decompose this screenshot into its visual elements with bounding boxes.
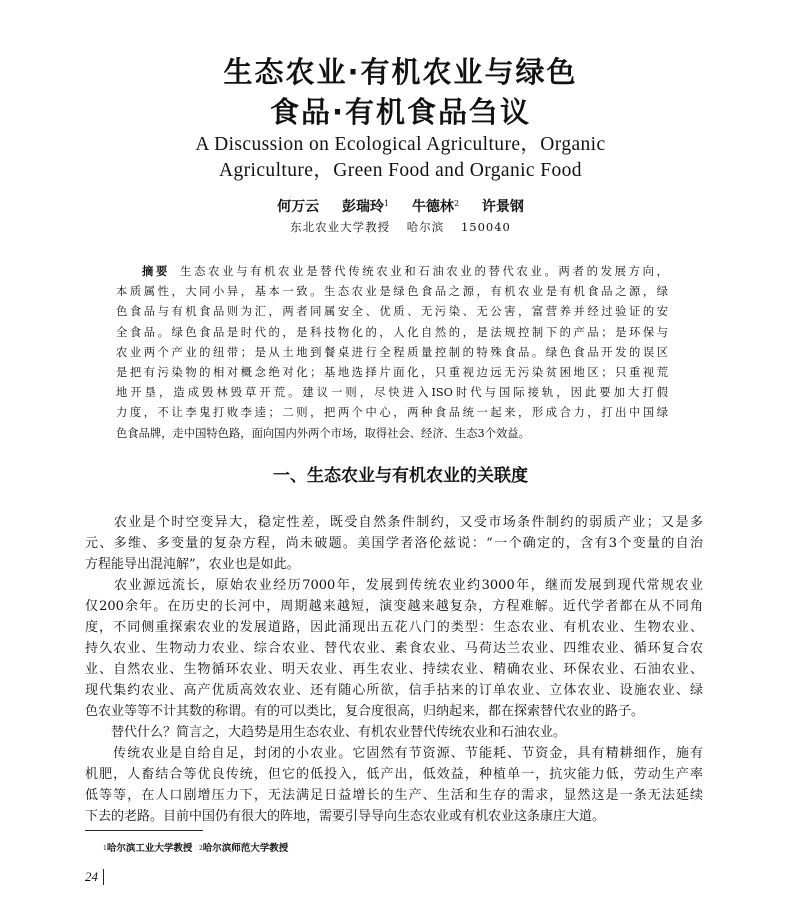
- author-footnote-mark: 2: [453, 199, 460, 208]
- abstract-line: 力度，不让李鬼打败李逵；二则，把两个中心，两种食品统一起来，形成合力，打出中国绿: [116, 406, 668, 420]
- chinese-title-line-1: 生态农业·有机农业与绿色: [223, 55, 578, 89]
- section-heading: 一、生态农业与有机农业的关联度: [273, 466, 528, 486]
- author-footnote-mark: 1: [383, 199, 390, 208]
- author: [342, 199, 389, 215]
- body-line: 机肥，人畜结合等优良传统，但它的低投入，低产出，低效益，种植单一，抗灾能力低，劳动生产率: [85, 767, 703, 782]
- abstract-line: 地开垦，造成毁林毁草开荒。建议一则，尽快进入ISO时代与国际接轨，因此要加大打假: [116, 386, 668, 400]
- body-line: 替代什么？简言之，大趋势是用生态农业、有机农业替代传统农业和石油农业。: [85, 725, 567, 740]
- abstract-line: 色食品牌，走中国特色路，面向国内外两个市场，取得社会、经济、生态3个效益。: [116, 426, 530, 440]
- footnote-mark-1: 1: [103, 845, 107, 852]
- body-line: 农业源远流长，原始农业经历7000年，发展到传统农业约3000年，继而发展到现代常规农业: [85, 578, 703, 593]
- affiliation-city: 哈尔滨: [406, 220, 445, 234]
- abstract-line: [116, 262, 668, 282]
- abstract-line: 色食品与有机食品则为汇，两者同属安全、优质、无污染、无公害，富营养并经过验证的安: [116, 305, 668, 319]
- english-title-line-1: A Discussion on Ecological Agriculture，Organic: [195, 134, 606, 155]
- body-line: 度，不同侧重探索农业的发展道路，因此涌现出五花八门的类型：生态农业、有机农业、生物农业、: [85, 620, 703, 635]
- chinese-title-line-2: 食品·有机食品刍议: [269, 95, 532, 129]
- body-text: [85, 512, 703, 827]
- body-line: 元、多维、多变量的复杂方程，尚未破题。美国学者洛伦兹说：“一个确定的，含有3个变量的自治: [85, 536, 703, 551]
- body-line: 现代集约农业、高产优质高效农业、还有随心所欲，信手拈来的订单农业、立体农业、设施农业、绿: [85, 683, 703, 698]
- body-line: 仅200余年。在历史的长河中，周期越来越短，演变越来越复杂，方程难解。近代学者都在从不同角: [85, 599, 703, 614]
- author-list: [0, 198, 801, 216]
- author: [277, 199, 319, 215]
- affiliation-postcode: 150040: [460, 220, 511, 234]
- body-line: 低等等，在人口剧增压力下，无法满足日益增长的生产、生活和生存的需求，显然这是一条无法延续: [85, 788, 703, 803]
- author: [482, 199, 524, 215]
- footnote-text-2: 哈尔滨师范大学教授: [202, 843, 289, 854]
- body-line: 传统农业是自给自足，封闭的小农业。它固然有节资源、节能耗、节资金，具有精耕细作，施有: [85, 746, 703, 761]
- affiliation: [0, 219, 801, 235]
- abstract-text: 生态农业与有机农业是替代传统农业和石油农业的替代农业。两者的发展方向，: [180, 265, 668, 278]
- abstract: [116, 262, 668, 444]
- footnote-divider: [85, 830, 203, 831]
- abstract-label: 摘要: [142, 265, 171, 278]
- author-name: 牛德林: [411, 199, 454, 215]
- body-line: 业、自然农业、生物循环农业、明天农业、再生农业、持续农业、精确农业、环保农业、石油农业、: [85, 662, 703, 677]
- footnote-text-1: 哈尔滨工业大学教授: [106, 843, 193, 854]
- footnote-mark-2: 2: [198, 845, 203, 852]
- english-title-line-2: Agriculture，Green Food and Organic Food: [219, 160, 582, 181]
- page-number: 24: [85, 869, 104, 885]
- body-line: 方程能导出混沌解”，农业也是如此。: [85, 557, 300, 572]
- author-name: 何万云: [277, 199, 320, 215]
- footnote: [103, 842, 288, 855]
- author: [412, 199, 459, 215]
- affiliation-unit: 东北农业大学教授: [290, 220, 391, 234]
- body-line: 持久农业、生物动力农业、综合农业、替代农业、素食农业、马荷达兰农业、四维农业、循环复合农: [85, 641, 703, 656]
- abstract-line: 是把有污染物的相对概念绝对化；基地选择片面化，只重视边远无污染贫困地区；只重视荒: [116, 366, 668, 380]
- author-name: 许景钢: [481, 199, 524, 215]
- body-line: 色农业等等不计其数的称谓。有的可以类比，复合度很高，归纳起来，都在探索替代农业的路子。: [85, 704, 645, 719]
- abstract-line: 农业两个产业的纽带；是从土地到餐桌进行全程质量控制的特殊食品。绿色食品开发的误区: [116, 345, 668, 359]
- body-line: 农业是个时空变异大，稳定性差，既受自然条件制约，又受市场条件制约的弱质产业；又是多: [85, 515, 703, 530]
- body-line: 下去的老路。目前中国仍有很大的阵地，需要引导导向生态农业或有机农业这条康庄大道。: [85, 809, 606, 824]
- abstract-line: 本质属性，大同小异，基本一致。生态农业是绿色食品之源，有机农业是有机食品之源，绿: [116, 285, 668, 299]
- author-name: 彭瑞玲: [341, 199, 384, 215]
- abstract-line: 全食品。绿色食品是时代的，是科技物化的，人化自然的，是法规控制下的产品；是环保与: [116, 325, 668, 339]
